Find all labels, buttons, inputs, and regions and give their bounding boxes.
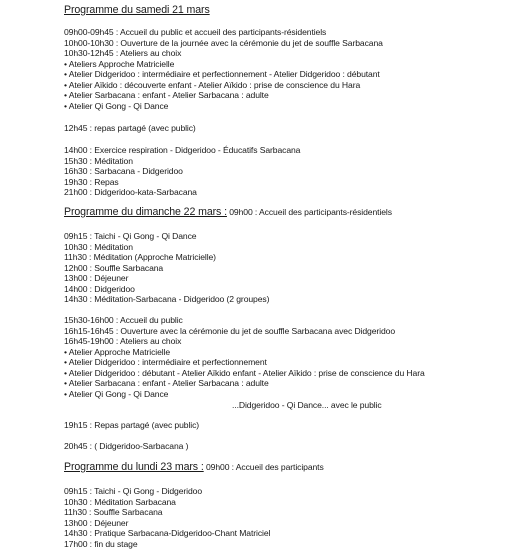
- section-heading: [64, 4, 210, 16]
- bullet-item: • Atelier Qi Gong - Qi Dance: [64, 100, 169, 111]
- section-title: Programme du dimanche 22 mars :: [64, 206, 227, 218]
- bullet-item: • Atelier Didgeridoo : intermédiaire et perfectionnement: [64, 357, 267, 367]
- section-heading: [64, 461, 324, 473]
- schedule-line: 14h00 : Didgeridoo: [64, 283, 135, 294]
- schedule-line: 19h30 : Repas: [64, 176, 119, 187]
- schedule-line: 10h00-10h30 : Ouverture de la journée avec la cérémonie du jet de souffle Sarbacana: [64, 37, 383, 48]
- schedule-line: 10h30 : Méditation: [64, 241, 133, 252]
- schedule-line: 14h30 : Méditation-Sarbacana - Didgeridoo (2 groupes): [64, 294, 270, 304]
- schedule-line: 16h15-16h45 : Ouverture avec la cérémonie du jet de souffle Sarbacana avec Didgeridoo: [64, 325, 396, 336]
- schedule-line: 15h30 : Méditation: [64, 155, 133, 166]
- section-title: Programme du samedi 21 mars: [64, 4, 210, 16]
- schedule-line: 13h00 : Déjeuner: [64, 273, 129, 283]
- schedule-line: 21h00 : Didgeridoo-kata-Sarbacana: [64, 187, 197, 197]
- schedule-line: 09h00-09h45 : Accueil du public et accueil des participants-résidentiels: [64, 27, 327, 37]
- schedule-line: 14h00 : Exercice respiration - Didgeridoo - Éducatifs Sarbacana: [64, 145, 301, 155]
- schedule-line: 11h30 : Méditation (Approche Matricielle): [64, 252, 216, 262]
- schedule-line: 10h30-12h45 : Ateliers au choix: [64, 48, 182, 58]
- bullet-item: • Atelier Aïkido : découverte enfant - Atelier Aïkido : prise de conscience du Hara: [64, 79, 361, 90]
- bullet-item: • Atelier Sarbacana : enfant - Atelier Sarbacana : adulte: [64, 378, 269, 388]
- bullet-item: • Ateliers Approche Matricielle: [64, 58, 175, 69]
- bullet-item: • Atelier Didgeridoo : débutant - Atelier Aïkido enfant - Atelier Aïkido : prise de conscience du Hara: [64, 367, 425, 378]
- schedule-line: 15h30-16h00 : Accueil du public: [64, 315, 183, 325]
- schedule-line: 14h30 : Pratique Sarbacana-Didgeridoo-Chant Matriciel: [64, 528, 271, 538]
- bullet-item: • Atelier Qi Gong - Qi Dance: [64, 388, 169, 399]
- schedule-line: 10h30 : Méditation Sarbacana: [64, 496, 176, 507]
- schedule-line: 12h45 : repas partagé (avec public): [64, 123, 196, 133]
- schedule-line: 09h15 : Taichi - Qi Gong - Qi Dance: [64, 231, 197, 241]
- schedule-line: 09h15 : Taichi - Qi Gong - Didgeridoo: [64, 486, 203, 496]
- schedule-line: 13h00 : Déjeuner: [64, 517, 129, 528]
- bullet-item: • Atelier Didgeridoo : intermédiaire et perfectionnement - Atelier Didgeridoo : débutant: [64, 69, 380, 79]
- section-title: Programme du lundi 23 mars :: [64, 461, 204, 473]
- schedule-line: 11h30 : Souffle Sarbacana: [64, 507, 163, 517]
- section-heading-note: 09h00 : Accueil des participants-résidentiels: [226, 207, 392, 217]
- bullet-item: • Atelier Sarbacana : enfant - Atelier Sarbacana : adulte: [64, 90, 269, 100]
- section-heading-note: 09h00 : Accueil des participants: [203, 462, 324, 472]
- schedule-line: 19h15 : Repas partagé (avec public): [64, 420, 200, 430]
- schedule-line: 16h30 : Sarbacana - Didgeridoo: [64, 166, 183, 176]
- schedule-line: 20h45 : ( Didgeridoo-Sarbacana ): [64, 441, 189, 451]
- schedule-line: ...Didgeridoo - Qi Dance... avec le public: [232, 400, 382, 410]
- section-heading: [64, 206, 392, 218]
- schedule-line: 16h45-19h00 : Ateliers au choix: [64, 336, 182, 346]
- schedule-line: 12h00 : Souffle Sarbacana: [64, 262, 164, 273]
- schedule-line: 17h00 : fin du stage: [64, 538, 138, 549]
- bullet-item: • Atelier Approche Matricielle: [64, 346, 171, 357]
